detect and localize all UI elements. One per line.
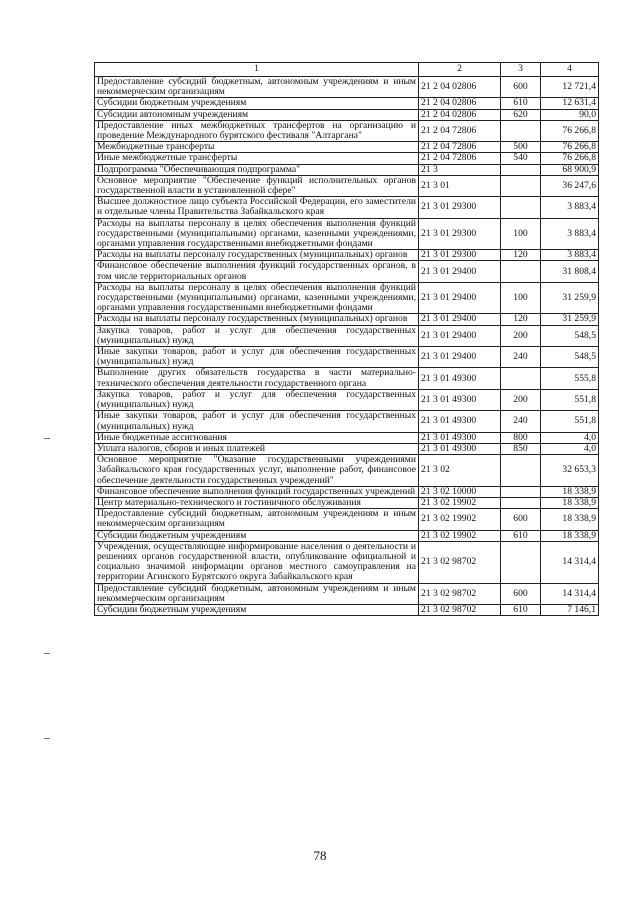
- row-vr-cell: [501, 261, 541, 282]
- row-vr-cell: [501, 541, 541, 583]
- row-code-cell: 21 3 01 29300: [419, 250, 501, 261]
- row-amount-cell: 18 338,9: [541, 509, 599, 530]
- table-row: [95, 282, 599, 314]
- table-row: [95, 250, 599, 261]
- row-name-cell: Межбюджетные трансферты: [95, 142, 419, 153]
- table-row: [95, 153, 599, 164]
- row-name-cell: Предоставление иных межбюджетных трансфертов на организацию и проведение Международного бурятского фестиваля "Алтаргана": [95, 120, 419, 141]
- table-row: [95, 98, 599, 109]
- row-amount-cell: 31 259,9: [541, 314, 599, 325]
- row-amount-cell: 32 653,3: [541, 455, 599, 487]
- row-vr-cell: 120: [501, 314, 541, 325]
- row-name-cell: Субсидии бюджетным учреждениям: [95, 604, 419, 615]
- row-vr-cell: 200: [501, 325, 541, 346]
- row-vr-cell: 800: [501, 432, 541, 443]
- row-code-cell: 21 3 01 29400: [419, 282, 501, 314]
- header-cell-name: 1: [95, 63, 419, 77]
- row-vr-cell: 500: [501, 142, 541, 153]
- table-row: [95, 497, 599, 508]
- row-amount-cell: 18 338,9: [541, 497, 599, 508]
- table-row: [95, 583, 599, 604]
- row-name-cell: Субсидии автономным учреждениям: [95, 109, 419, 120]
- row-name-cell: Высшее должностное лицо субъекта Российской Федерации, его заместители и отдельные члены Правительства Забайкальского края: [95, 197, 419, 218]
- table-row: [95, 455, 599, 487]
- row-name-cell: Иные межбюджетные трансферты: [95, 153, 419, 164]
- row-code-cell: 21 2 04 72806: [419, 153, 501, 164]
- row-name-cell: Финансовое обеспечение выполнения функций государственных учреждений: [95, 486, 419, 497]
- row-code-cell: 21 2 04 02806: [419, 109, 501, 120]
- row-amount-cell: 68 900,9: [541, 164, 599, 175]
- row-name-cell: Расходы на выплаты персоналу в целях обеспечения выполнения функций государственными (муниципальными) органами, казенными учреждениями, органами управления государственными внебюджетными фондами: [95, 218, 419, 250]
- row-vr-cell: 620: [501, 109, 541, 120]
- row-name-cell: Уплата налогов, сборов и иных платежей: [95, 443, 419, 454]
- row-name-cell: Основное мероприятие "Оказание государственными учреждениями Забайкальского края государственных услуг, выполнение работ, финансовое обеспечение деятельности государственных учреждений": [95, 455, 419, 487]
- row-amount-cell: 551,8: [541, 411, 599, 432]
- row-vr-cell: 600: [501, 77, 541, 98]
- budget-table: [94, 62, 599, 616]
- row-amount-cell: 12 631,4: [541, 98, 599, 109]
- row-name-cell: Закупка товаров, работ и услуг для обеспечения государственных (муниципальных) нужд: [95, 325, 419, 346]
- table-row: [95, 509, 599, 530]
- row-code-cell: 21 3 01 29300: [419, 197, 501, 218]
- row-amount-cell: 90,0: [541, 109, 599, 120]
- row-vr-cell: 240: [501, 347, 541, 368]
- row-name-cell: Предоставление субсидий бюджетным, автономным учреждениям и иным некоммерческим организациям: [95, 583, 419, 604]
- row-code-cell: 21 3 01: [419, 175, 501, 196]
- row-amount-cell: 12 721,4: [541, 77, 599, 98]
- row-vr-cell: [501, 486, 541, 497]
- row-code-cell: 21 3 01 49300: [419, 368, 501, 389]
- row-amount-cell: 36 247,6: [541, 175, 599, 196]
- row-code-cell: 21 2 04 02806: [419, 77, 501, 98]
- row-vr-cell: [501, 368, 541, 389]
- row-name-cell: Выполнение других обязательств государства в части материально-технического обеспечения деятельности государственного органа: [95, 368, 419, 389]
- table-row: [95, 604, 599, 615]
- row-amount-cell: 548,5: [541, 347, 599, 368]
- row-code-cell: 21 3 01 29400: [419, 347, 501, 368]
- table-row: [95, 164, 599, 175]
- row-name-cell: Иные закупки товаров, работ и услуг для обеспечения государственных (муниципальных) нужд: [95, 347, 419, 368]
- row-vr-cell: 610: [501, 604, 541, 615]
- row-name-cell: Основное мероприятие "Обеспечение функций исполнительных органов государственной власти в установленной сфере": [95, 175, 419, 196]
- table-row: [95, 389, 599, 410]
- row-amount-cell: 76 266,8: [541, 142, 599, 153]
- row-code-cell: 21 3 01 29300: [419, 218, 501, 250]
- row-code-cell: 21 3 01 29400: [419, 314, 501, 325]
- row-amount-cell: 31 259,9: [541, 282, 599, 314]
- row-amount-cell: 548,5: [541, 325, 599, 346]
- table-row: [95, 411, 599, 432]
- row-vr-cell: 120: [501, 250, 541, 261]
- row-amount-cell: 14 314,4: [541, 583, 599, 604]
- table-body: [95, 77, 599, 616]
- header-cell-code: 2: [419, 63, 501, 77]
- row-amount-cell: 14 314,4: [541, 541, 599, 583]
- row-amount-cell: 3 883,4: [541, 250, 599, 261]
- row-name-cell: Субсидии бюджетным учреждениям: [95, 98, 419, 109]
- table-row: [95, 218, 599, 250]
- row-vr-cell: 100: [501, 218, 541, 250]
- row-name-cell: Иные закупки товаров, работ и услуг для обеспечения государственных (муниципальных) нужд: [95, 411, 419, 432]
- row-code-cell: 21 3 02: [419, 455, 501, 487]
- page-number: 78: [313, 848, 327, 863]
- margin-mark: [44, 738, 50, 739]
- row-code-cell: 21 3 02 98702: [419, 604, 501, 615]
- header-cell-amount: 4: [541, 63, 599, 77]
- row-name-cell: Подпрограмма "Обеспечивающая подпрограмма": [95, 164, 419, 175]
- table-row: [95, 541, 599, 583]
- row-vr-cell: [501, 455, 541, 487]
- table-row: [95, 197, 599, 218]
- row-amount-cell: 551,8: [541, 389, 599, 410]
- row-amount-cell: 7 146,1: [541, 604, 599, 615]
- row-code-cell: 21 3 01 49300: [419, 411, 501, 432]
- row-name-cell: Субсидии бюджетным учреждениям: [95, 530, 419, 541]
- row-name-cell: Расходы на выплаты персоналу государственных (муниципальных) органов: [95, 250, 419, 261]
- table-row: [95, 347, 599, 368]
- row-vr-cell: [501, 164, 541, 175]
- row-code-cell: 21 2 04 02806: [419, 98, 501, 109]
- row-vr-cell: 850: [501, 443, 541, 454]
- row-amount-cell: 31 808,4: [541, 261, 599, 282]
- table-row: [95, 314, 599, 325]
- row-vr-cell: 600: [501, 509, 541, 530]
- row-code-cell: 21 3 01 29400: [419, 261, 501, 282]
- row-vr-cell: [501, 197, 541, 218]
- row-code-cell: 21 3 01 49300: [419, 389, 501, 410]
- row-vr-cell: 600: [501, 583, 541, 604]
- row-vr-cell: [501, 175, 541, 196]
- row-vr-cell: 200: [501, 389, 541, 410]
- table-row: [95, 432, 599, 443]
- row-code-cell: 21 3 02 19902: [419, 497, 501, 508]
- header-cell-vr: 3: [501, 63, 541, 77]
- row-code-cell: 21 3 02 98702: [419, 583, 501, 604]
- row-code-cell: 21 3 01 49300: [419, 443, 501, 454]
- row-code-cell: 21 3 02 10000: [419, 486, 501, 497]
- row-code-cell: 21 2 04 72806: [419, 142, 501, 153]
- row-amount-cell: 18 338,9: [541, 530, 599, 541]
- table-row: [95, 443, 599, 454]
- row-vr-cell: 240: [501, 411, 541, 432]
- row-name-cell: Расходы на выплаты персоналу в целях обеспечения выполнения функций государственными (муниципальными) органами, казенными учреждениями, органами управления государственными внебюджетными фондами: [95, 282, 419, 314]
- table-row: [95, 142, 599, 153]
- row-amount-cell: 76 266,8: [541, 153, 599, 164]
- table-row: [95, 120, 599, 141]
- row-code-cell: 21 2 04 72806: [419, 120, 501, 141]
- row-code-cell: 21 3: [419, 164, 501, 175]
- row-name-cell: Предоставление субсидий бюджетным, автономным учреждениям и иным некоммерческим организациям: [95, 509, 419, 530]
- row-amount-cell: 76 266,8: [541, 120, 599, 141]
- row-vr-cell: 540: [501, 153, 541, 164]
- row-name-cell: Расходы на выплаты персоналу государственных (муниципальных) органов: [95, 314, 419, 325]
- row-name-cell: Финансовое обеспечение выполнения функций государственных органов, в том числе территориальных органов: [95, 261, 419, 282]
- row-vr-cell: 610: [501, 530, 541, 541]
- table-row: [95, 368, 599, 389]
- header-row: [95, 63, 599, 77]
- row-code-cell: 21 3 02 19902: [419, 509, 501, 530]
- row-name-cell: Учреждения, осуществляющие информирование населения о деятельности и решениях органов государственной власти, опубликование официальной и социально значимой информации органов местного самоуправления на территории Агинского Бурятского округа Забайкальского края: [95, 541, 419, 583]
- row-vr-cell: 100: [501, 282, 541, 314]
- margin-mark: [44, 438, 50, 439]
- row-amount-cell: 18 338,9: [541, 486, 599, 497]
- table-row: [95, 175, 599, 196]
- row-amount-cell: 555,8: [541, 368, 599, 389]
- table-row: [95, 325, 599, 346]
- row-amount-cell: 3 883,4: [541, 197, 599, 218]
- row-code-cell: 21 3 01 49300: [419, 432, 501, 443]
- row-amount-cell: 4,0: [541, 432, 599, 443]
- margin-mark: [44, 653, 50, 654]
- table-row: [95, 486, 599, 497]
- row-name-cell: Закупка товаров, работ и услуг для обеспечения государственных (муниципальных) нужд: [95, 389, 419, 410]
- row-name-cell: Предоставление субсидий бюджетным, автономным учреждениям и иным некоммерческим организациям: [95, 77, 419, 98]
- row-amount-cell: 3 883,4: [541, 218, 599, 250]
- table-row: [95, 109, 599, 120]
- table-row: [95, 77, 599, 98]
- table-row: [95, 261, 599, 282]
- row-vr-cell: 610: [501, 98, 541, 109]
- row-vr-cell: [501, 120, 541, 141]
- row-vr-cell: [501, 497, 541, 508]
- row-code-cell: 21 3 02 19902: [419, 530, 501, 541]
- row-amount-cell: 4,0: [541, 443, 599, 454]
- row-code-cell: 21 3 02 98702: [419, 541, 501, 583]
- row-code-cell: 21 3 01 29400: [419, 325, 501, 346]
- row-name-cell: Центр материально-технического и гостиничного обслуживания: [95, 497, 419, 508]
- table-row: [95, 530, 599, 541]
- row-name-cell: Иные бюджетные ассигнования: [95, 432, 419, 443]
